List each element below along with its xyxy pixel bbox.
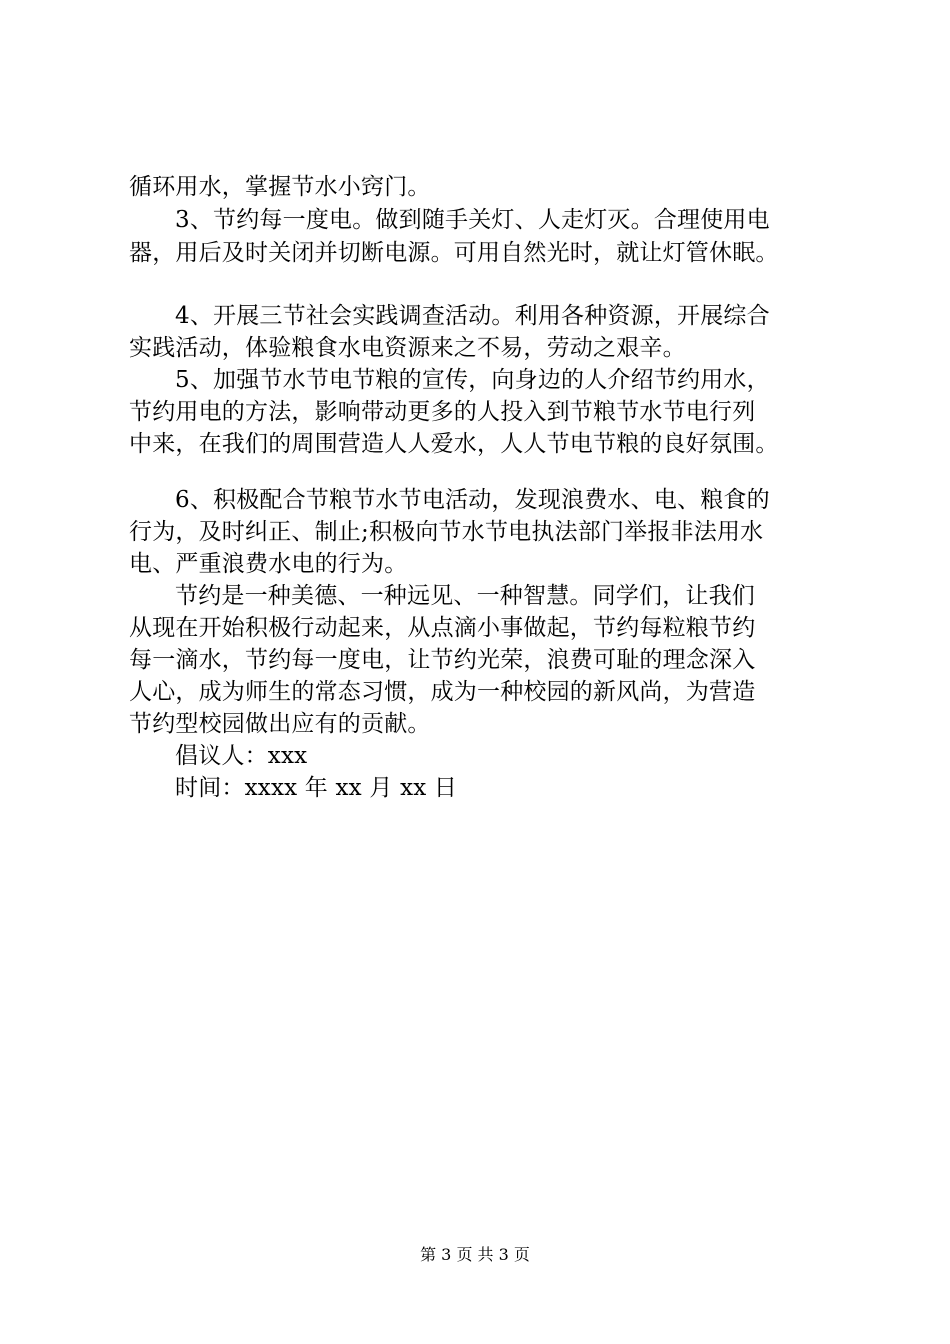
date-line: 时间：xxxx 年 xx 月 xx 日 xyxy=(175,775,458,801)
paragraph-line: 实践活动，体验粮食水电资源来之不易，劳动之艰辛。 xyxy=(129,335,686,361)
paragraph-line: 循环用水，掌握节水小窍门。 xyxy=(129,174,431,200)
proposer-line: 倡议人：xxx xyxy=(175,743,308,769)
paragraph-line: 行为，及时纠正、制止;积极向节水节电执法部门举报非法用水 xyxy=(129,519,764,545)
paragraph-line: 中来，在我们的周围营造人人爱水，人人节电节粮的良好氛围。 xyxy=(129,431,779,457)
paragraph-line: 每一滴水，节约每一度电，让节约光荣，浪费可耻的理念深入 xyxy=(129,647,756,673)
paragraph-line: 电、严重浪费水电的行为。 xyxy=(129,551,408,577)
paragraph-line: 节约型校园做出应有的贡献。 xyxy=(129,711,431,737)
paragraph-line: 3、节约每一度电。做到随手关灯、人走灯灭。合理使用电 xyxy=(175,207,770,233)
paragraph-line: 从现在开始积极行动起来，从点滴小事做起，节约每粒粮节约 xyxy=(129,615,756,641)
paragraph-line: 人心，成为师生的常态习惯，成为一种校园的新风尚，为营造 xyxy=(129,679,756,705)
paragraph-line: 5、加强节水节电节粮的宣传，向身边的人介绍节约用水， xyxy=(175,367,770,393)
paragraph-line: 器，用后及时关闭并切断电源。可用自然光时，就让灯管休眠。 xyxy=(129,240,779,266)
paragraph-line: 4、开展三节社会实践调查活动。利用各种资源，开展综合 xyxy=(175,303,770,329)
paragraph-line: 6、积极配合节粮节水节电活动，发现浪费水、电、粮食的 xyxy=(175,487,770,513)
page-footer: 第 3 页 共 3 页 xyxy=(420,1245,530,1264)
paragraph-line: 节约是一种美德、一种远见、一种智慧。同学们，让我们 xyxy=(175,583,755,609)
paragraph-line: 节约用电的方法，影响带动更多的人投入到节粮节水节电行列 xyxy=(129,399,756,425)
